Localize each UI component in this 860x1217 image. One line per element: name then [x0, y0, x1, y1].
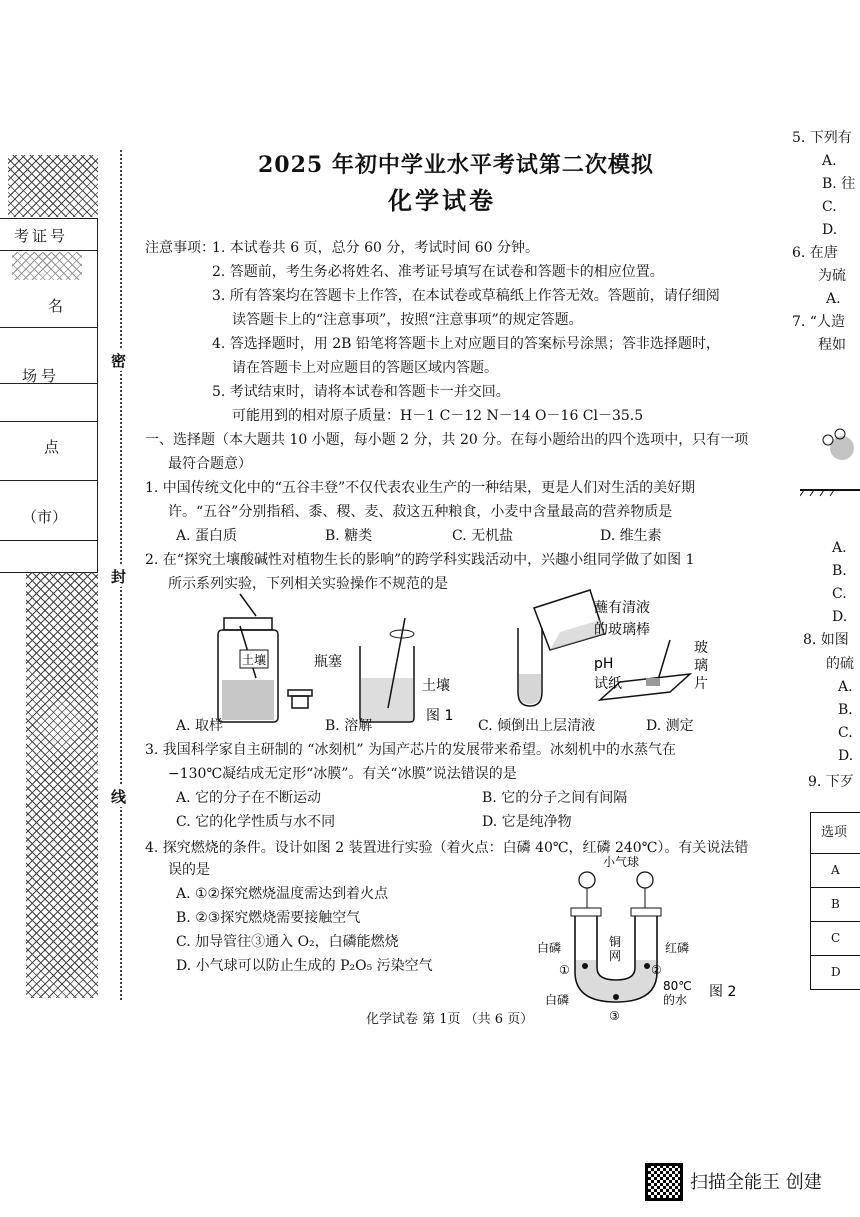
label-glass-1: 玻	[694, 640, 708, 656]
table-row: B	[811, 888, 860, 922]
right-line: B.	[838, 702, 853, 718]
option-d: D. 维生素	[600, 528, 662, 544]
label-white-p-2: 白磷	[545, 993, 570, 1007]
right-line: D.	[838, 748, 854, 764]
label-soil-1: 土壤	[242, 653, 267, 667]
question-2: 所示系列实验，下列相关实验操作不规范的是	[168, 576, 448, 592]
option-d: D. 它是纯净物	[482, 814, 572, 830]
seal-char-xian: 线	[111, 788, 127, 806]
question-4: 4. 探究燃烧的条件。设计如图 2 装置进行实验（着火点：白磷 40℃，红磷 240℃）。有关说法错	[145, 840, 749, 856]
watermark-text: 扫描全能王 创建	[690, 1172, 822, 1193]
right-line: 7. “人造	[792, 314, 845, 330]
binding-crosshatch-top	[8, 155, 98, 217]
figure-2-caption: 图 2	[709, 984, 737, 1000]
note-item: 读答题卡上的“注意事项”，按照“注意事项”的规定答题。	[232, 312, 583, 328]
option-a: A. 蛋白质	[176, 528, 238, 544]
binding-field-divider	[0, 250, 97, 251]
table-row: D	[831, 965, 841, 979]
option-b: B. 糖类	[325, 528, 373, 544]
right-line: 9. 下歹	[808, 774, 854, 790]
right-line: C.	[822, 199, 837, 215]
label-balloon: 小气球	[603, 855, 640, 869]
option-b: B. 它的分子之间有间隔	[482, 790, 628, 806]
label-num-3: ③	[609, 1009, 620, 1022]
option-d: D. 测定	[646, 718, 694, 734]
note-item: 1. 本试卷共 6 页，总分 60 分，考试时间 60 分钟。	[212, 240, 540, 256]
binding-crosshatch-bottom	[26, 572, 98, 998]
right-figure-fragment	[800, 420, 860, 500]
right-line: B. 往	[822, 176, 856, 192]
note-item: 5. 考试结束时，请将本试卷和答题卡一并交回。	[212, 384, 510, 400]
right-line: A.	[832, 540, 847, 556]
qr-code-icon	[645, 1163, 683, 1201]
option-c: C. 倾倒出上层清液	[478, 718, 596, 734]
label-white-p-1: 白磷	[537, 941, 562, 955]
question-3: 3. 我国科学家自主研制的 “冰刻机” 为国产芯片的发展带来希望。冰刻机中的水蒸气在	[145, 742, 677, 758]
right-line: 6. 在唐	[792, 245, 838, 261]
page-footer: 化学试卷 第 1页 （共 6 页）	[366, 1012, 534, 1027]
binding-field-divider	[0, 540, 97, 541]
label-num-1: ①	[559, 963, 570, 977]
note-item: 4. 答选择题时，用 2B 铅笔将答题卡上对应题目的答案标号涂黑；答非选择题时，	[212, 336, 720, 352]
binding-id-grid	[12, 252, 82, 280]
pouring-illustration	[518, 590, 604, 706]
table-row: C	[811, 922, 860, 956]
field-room: 场号	[22, 367, 61, 385]
label-red-p: 红磷	[665, 941, 690, 955]
right-line: A.	[822, 153, 837, 169]
table-row: A	[811, 854, 860, 888]
label-glass-2: 璃	[694, 658, 708, 674]
label-ph-1: pH	[594, 656, 614, 672]
right-line: C.	[838, 725, 853, 741]
note-item: 请在答题卡上对应题目的答题区域内答题。	[232, 360, 498, 376]
label-stopper: 瓶塞	[314, 654, 342, 670]
option-b: B. 溶解	[325, 718, 373, 734]
option-a: A. 它的分子在不断运动	[176, 790, 322, 806]
beaker-illustration	[360, 618, 450, 722]
question-1: 许。“五谷”分别指稻、黍、稷、麦、菽这五种粮食，小麦中含量最高的营养物质是	[168, 504, 673, 520]
option-a: A. 取样	[176, 718, 224, 734]
figure-2	[505, 852, 755, 1022]
question-2: 2. 在“探究土壤酸碱性对植物生长的影响”的跨学科实践活动中，兴趣小组同学做了如图 1	[145, 552, 695, 568]
right-table	[810, 812, 860, 990]
label-rod-2: 的玻璃棒	[594, 622, 650, 638]
right-line: C.	[832, 586, 847, 602]
table-header: 选项	[811, 813, 860, 854]
field-city: （市）	[22, 508, 68, 526]
option-a: A. ①②探究燃烧温度需达到着火点	[176, 886, 389, 902]
option-c: C. 无机盐	[452, 528, 514, 544]
note-item: 2. 答题前，考生务必将姓名、准考证号填写在试卷和答题卡的相应位置。	[212, 264, 664, 280]
section-heading: 最符合题意）	[168, 456, 252, 472]
option-c: C. 加导管往③通入 O₂，白磷能燃烧	[176, 934, 399, 950]
right-line: D.	[832, 609, 848, 625]
ph-test-illustration	[594, 599, 708, 700]
section-heading: 一、选择题（本大题共 10 小题，每小题 2 分，共 20 分。在每小题给出的四个选项中，只有一项	[145, 432, 749, 448]
right-line: A.	[838, 679, 853, 695]
binding-field-divider	[0, 421, 97, 422]
right-line: 8. 如图	[803, 632, 849, 648]
seal-char-feng: 封	[111, 568, 127, 586]
notes-label: 注意事项：	[145, 240, 215, 256]
question-3: −130℃凝结成无定形“冰膜”。有关“冰膜”说法错误的是	[168, 766, 517, 782]
label-rod-1: 蘸有清液	[594, 600, 650, 616]
label-copper-1: 铜	[609, 935, 622, 949]
figure-1-caption: 图 1	[426, 708, 454, 724]
right-line: D.	[822, 222, 838, 238]
binding-field-divider	[0, 480, 97, 481]
atomic-masses: 可能用到的相对原子质量：H－1 C－12 N－14 O－16 Cl－35.5	[232, 408, 644, 424]
field-name: 名	[48, 297, 64, 315]
label-num-2: ②	[651, 963, 662, 977]
label-temp-1: 80℃	[663, 979, 692, 993]
stopper-illustration	[288, 654, 342, 708]
right-line: 5. 下列有	[792, 130, 852, 146]
exam-subtitle: 化学试卷	[388, 186, 496, 215]
question-4: 误的是	[168, 862, 210, 878]
field-site: 点	[44, 438, 60, 456]
right-line: B.	[832, 563, 847, 579]
label-ph-2: 试纸	[594, 676, 622, 692]
note-item: 3. 所有答案均在答题卡上作答，在本试卷或草稿纸上作答无效。答题前，请仔细阅	[212, 288, 720, 304]
question-1: 1. 中国传统文化中的“五谷丰登”不仅代表农业生产的一种结果，更是人们对生活的美好期	[145, 480, 696, 496]
binding-field-divider	[0, 327, 97, 328]
field-exam-id: 考证号	[14, 227, 69, 245]
label-temp-2: 的水	[663, 993, 688, 1007]
right-line: A.	[826, 291, 841, 307]
right-line: 的硫	[826, 656, 854, 672]
right-line: 为硫	[818, 268, 846, 284]
option-b: B. ②③探究燃烧需要接触空气	[176, 910, 361, 926]
option-c: C. 它的化学性质与水不同	[176, 814, 336, 830]
label-copper-2: 网	[609, 949, 622, 963]
right-line: 程如	[818, 337, 846, 353]
label-glass-3: 片	[694, 676, 708, 692]
option-d: D. 小气球可以防止生成的 P₂O₅ 污染空气	[176, 958, 433, 974]
label-soil-2: 土壤	[422, 678, 450, 694]
exam-title: 2025 年初中学业水平考试第二次模拟	[258, 152, 654, 178]
seal-char-mi: 密	[111, 352, 127, 370]
jar-illustration	[218, 594, 278, 722]
